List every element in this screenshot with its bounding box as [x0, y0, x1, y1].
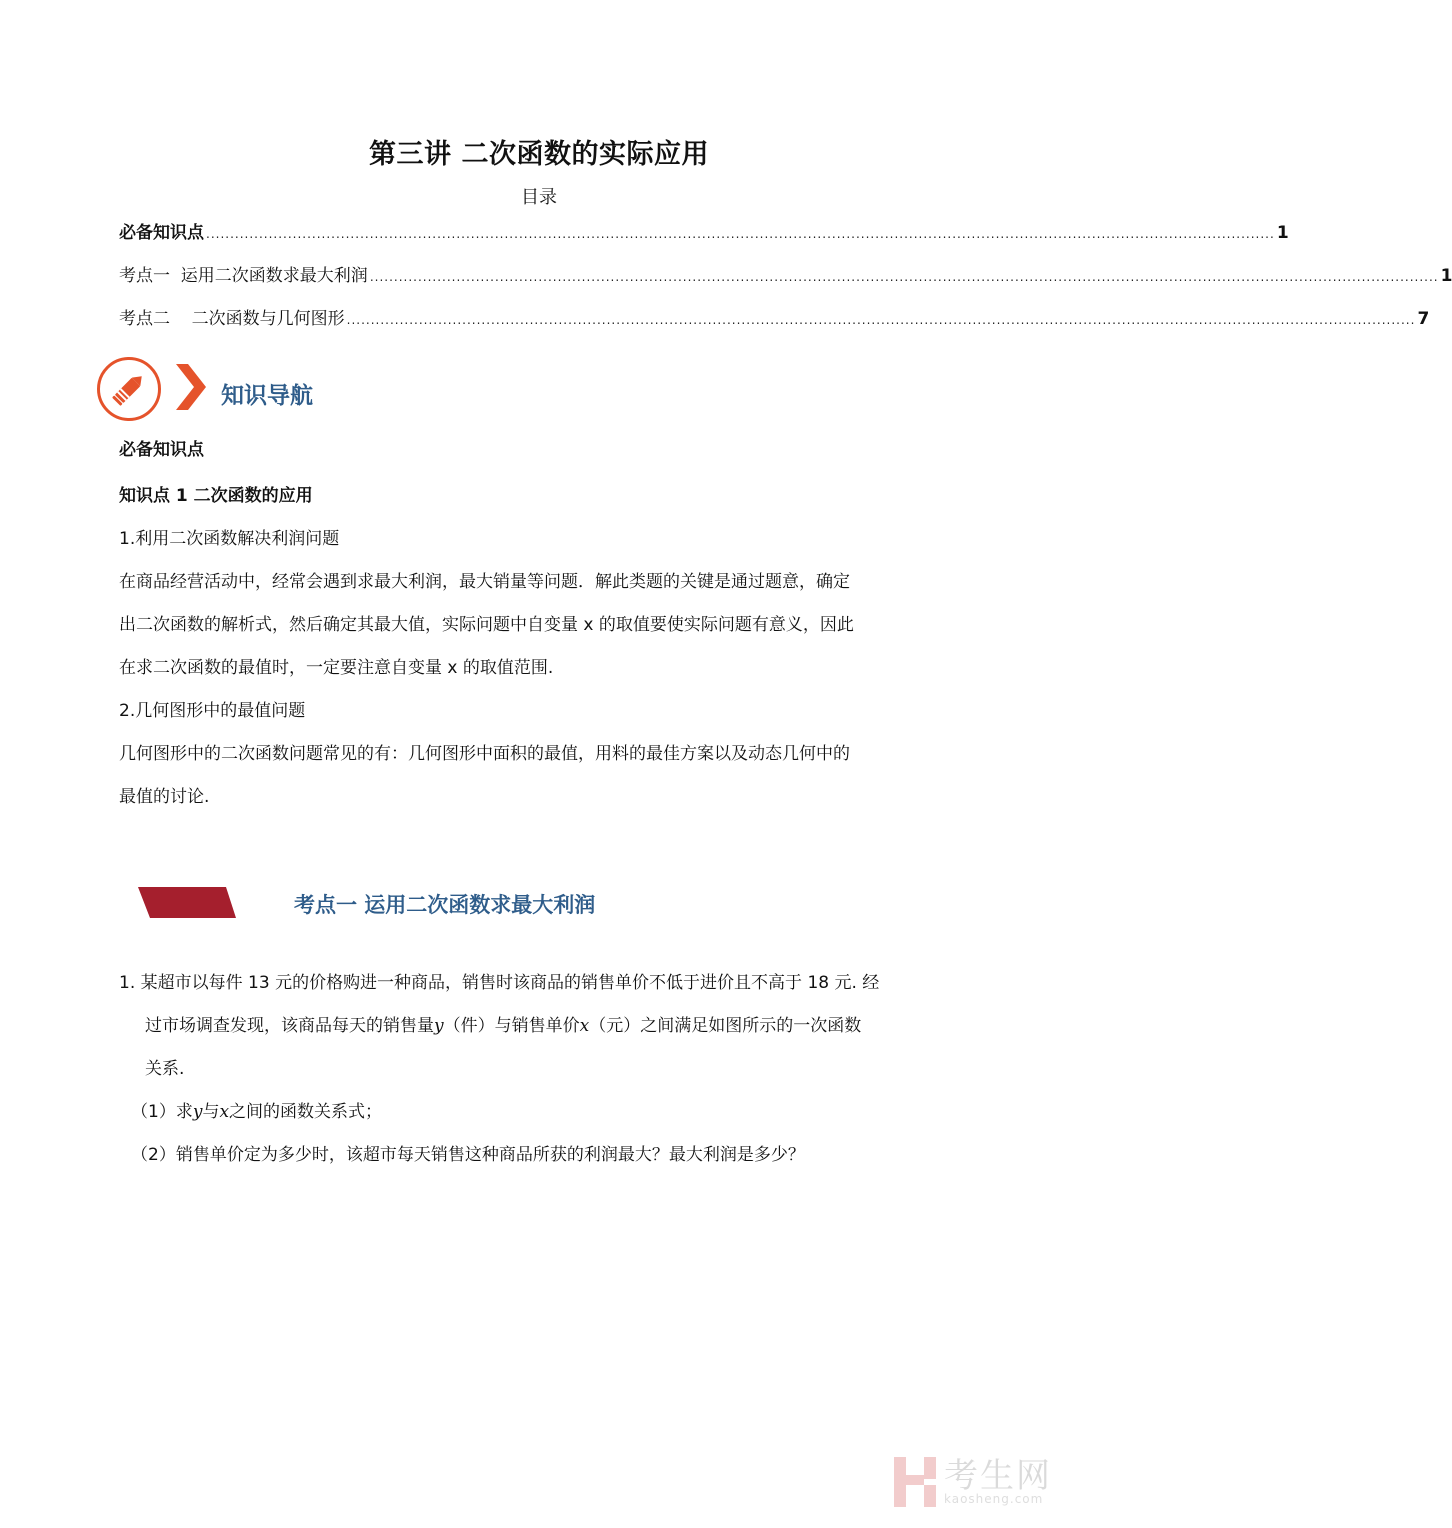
- question-1: [119, 962, 951, 1177]
- toc-leader-dots: ..............................................................................................................................................................................................................................: [369, 270, 1439, 284]
- toc-item-required-knowledge[interactable]: [119, 218, 1289, 244]
- toc-leader-dots: ..............................................................................................................................................................................................................................: [346, 313, 1416, 327]
- variable-x: x: [579, 1016, 590, 1036]
- variable-y: y: [434, 1016, 444, 1036]
- question-line: 关系.: [145, 1059, 185, 1079]
- watermark-url: kaosheng.com: [944, 1492, 1044, 1506]
- item1-line: 出二次函数的解析式，然后确定其最大值，实际问题中自变量 x 的取值要使实际问题有意义，因此: [119, 615, 854, 635]
- pencil-icon: [108, 368, 150, 410]
- toc-item-exam-point-1[interactable]: [119, 261, 1452, 287]
- item2-line: 几何图形中的二次函数问题常见的有：几何图形中面积的最值，用料的最佳方案以及动态几何中的: [119, 744, 850, 764]
- knowledge-body: [119, 429, 951, 819]
- toc-item-page: 1: [1276, 223, 1289, 243]
- toc-item-label: 考点一 运用二次函数求最大利润: [119, 266, 368, 286]
- section-title: 考点一 运用二次函数求最大利润: [294, 893, 596, 917]
- toc-heading: 目录: [521, 187, 557, 208]
- item2-title: 2.几何图形中的最值问题: [119, 701, 306, 721]
- knowledge-heading: 必备知识点: [119, 440, 204, 460]
- item1-line: 在求二次函数的最值时，一定要注意自变量 x 的取值范围.: [119, 658, 554, 678]
- toc-leader-dots: ..............................................................................................................................................................................................................................: [206, 227, 1275, 241]
- toc-item-exam-point-2[interactable]: [119, 304, 1430, 330]
- chevron-right-icon: [174, 362, 208, 412]
- toc-item-page: 1: [1440, 266, 1452, 286]
- sub-question-2: （2）销售单价定为多少时，该超市每天销售这种商品所获的利润最大？最大利润是多少？: [131, 1145, 805, 1165]
- toc-item-page: 7: [1417, 309, 1430, 329]
- knowledge-point-title: 知识点 1 二次函数的应用: [119, 486, 313, 506]
- nav-section-title: 知识导航: [221, 383, 313, 409]
- sub-question-1: （1）求y与x之间的函数关系式；: [131, 1102, 383, 1122]
- page-title: 第三讲 二次函数的实际应用: [369, 139, 709, 170]
- toc-item-label: 必备知识点: [119, 223, 204, 243]
- section-banner-shape: [138, 887, 238, 919]
- item2-line: 最值的讨论.: [119, 787, 210, 807]
- question-line: 1. 某超市以每件 13 元的价格购进一种商品，销售时该商品的销售单价不低于进价且不高于 18 元. 经: [119, 973, 880, 993]
- item1-line: 在商品经营活动中，经常会遇到求最大利润，最大销量等问题．解此类题的关键是通过题意，确定: [119, 572, 850, 592]
- item1-title: 1.利用二次函数解决利润问题: [119, 529, 340, 549]
- pencil-icon-circle: [97, 357, 161, 421]
- watermark: [892, 1455, 1052, 1509]
- question-line: 过市场调查发现，该商品每天的销售量y（件）与销售单价x（元）之间满足如图所示的一次函数: [145, 1016, 862, 1036]
- watermark-logo-icon: [892, 1455, 938, 1509]
- watermark-text: 考生网: [944, 1456, 1052, 1496]
- toc-item-label: 考点二 二次函数与几何图形: [119, 309, 345, 329]
